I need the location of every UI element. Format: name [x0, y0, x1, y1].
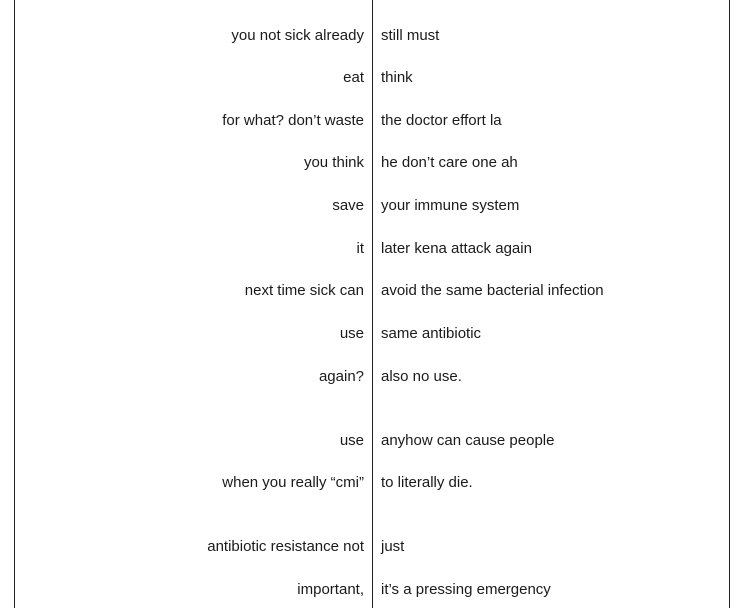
right-column-text: later kena attack again: [381, 240, 532, 257]
right-column-text: he don’t care one ah: [381, 154, 518, 171]
right-column-text: just: [381, 538, 405, 555]
left-column-text: for what? don’t waste: [222, 112, 364, 129]
poem-row: [0, 194, 746, 218]
left-column-text: save: [332, 197, 364, 214]
right-column-text: think: [381, 69, 413, 86]
column-divider: [372, 0, 373, 608]
right-column-text: the doctor effort la: [381, 112, 502, 129]
poem-row: [0, 578, 746, 602]
poem-row: [0, 151, 746, 175]
right-column-text: also no use.: [381, 368, 462, 385]
poem-row: [0, 471, 746, 495]
left-column-text: when you really “cmi”: [222, 474, 364, 491]
left-column-text: it: [356, 240, 364, 257]
poem-row: [0, 279, 746, 303]
left-column-text: you think: [303, 154, 364, 171]
poem-row: [0, 365, 746, 389]
right-column-text: anyhow can cause people: [381, 432, 555, 449]
left-column-text: use: [339, 325, 364, 342]
right-column-text: avoid the same bacterial infection: [381, 282, 604, 299]
right-column-text: it’s a pressing emergency: [381, 581, 551, 598]
poem-row: [0, 237, 746, 261]
left-column-text: important,: [297, 581, 364, 598]
poem-row: [0, 24, 746, 48]
poem-row: [0, 322, 746, 346]
right-column-text: to literally die.: [381, 474, 473, 491]
right-column-text: still must: [381, 27, 440, 44]
left-column-text: next time sick can: [244, 282, 364, 299]
poem-row: [0, 66, 746, 90]
left-column-text: again?: [318, 368, 364, 385]
poem-row: [0, 109, 746, 133]
left-column-text: eat: [343, 69, 364, 86]
poem-row: [0, 429, 746, 453]
left-column-text: antibiotic resistance not: [207, 538, 364, 555]
left-column-text: use: [339, 432, 364, 449]
poem-row: [0, 535, 746, 559]
right-column-text: same antibiotic: [381, 325, 482, 342]
left-column-text: you not sick already: [231, 27, 364, 44]
right-column-text: your immune system: [381, 197, 520, 214]
